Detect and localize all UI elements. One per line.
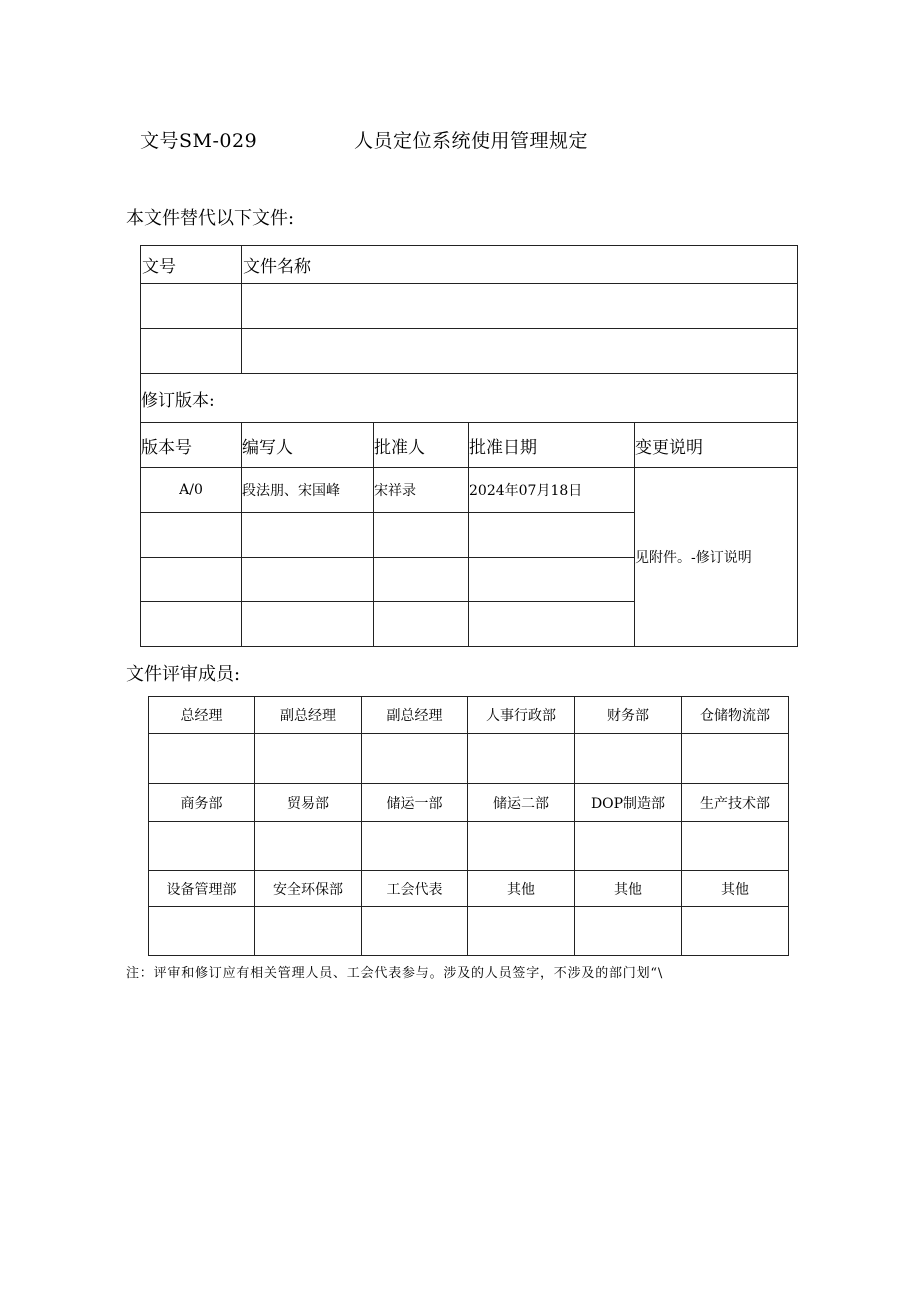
version-cell [141, 558, 242, 602]
review-dept-cell: 储运二部 [468, 784, 575, 822]
col-code-header: 文号 [141, 246, 242, 284]
signature-cell [149, 734, 255, 784]
revision-section-label: 修订版本: [141, 374, 798, 423]
author-cell [242, 558, 374, 602]
version-cell [141, 602, 242, 647]
signature-row [149, 822, 789, 871]
document-code: 文号SM-029 [140, 130, 258, 152]
review-dept-row [149, 871, 789, 907]
col-date-header: 批准日期 [469, 423, 635, 468]
review-dept-cell: 其他 [682, 871, 789, 907]
approver-cell [374, 513, 469, 558]
approver-cell [374, 558, 469, 602]
col-change-header: 变更说明 [635, 423, 798, 468]
review-dept-cell: 副总经理 [362, 697, 468, 734]
review-dept-cell: 设备管理部 [149, 871, 255, 907]
table-row [141, 284, 798, 329]
approver-cell [374, 602, 469, 647]
signature-cell [362, 734, 468, 784]
signature-cell [362, 907, 468, 956]
col-name-header: 文件名称 [242, 246, 798, 284]
replace-name-cell [242, 284, 798, 329]
signature-cell [575, 734, 682, 784]
signature-row [149, 907, 789, 956]
review-dept-row [149, 697, 789, 734]
replace-name-cell [242, 329, 798, 374]
review-section-label: 文件评审成员: [126, 664, 241, 685]
signature-cell [149, 907, 255, 956]
review-dept-cell: 其他 [575, 871, 682, 907]
approver-cell: 宋祥录 [374, 468, 469, 513]
date-cell [469, 513, 635, 558]
review-dept-cell: 工会代表 [362, 871, 468, 907]
document-control-table [140, 245, 798, 647]
review-dept-cell: 其他 [468, 871, 575, 907]
review-dept-cell: 总经理 [149, 697, 255, 734]
replace-code-cell [141, 284, 242, 329]
signature-cell [149, 822, 255, 871]
review-dept-cell: 财务部 [575, 697, 682, 734]
change-note-cell: 见附件。-修订说明 [635, 468, 798, 647]
document-title: 人员定位系统使用管理规定 [354, 130, 589, 152]
signature-cell [362, 822, 468, 871]
date-cell [469, 602, 635, 647]
footnote: 注：评审和修订应有相关管理人员、工会代表参与。涉及的人员签字，不涉及的部门划“\ [126, 966, 664, 981]
revision-header-row [141, 423, 798, 468]
signature-cell [255, 907, 362, 956]
review-members-table [148, 696, 789, 956]
revision-label-row [141, 374, 798, 423]
signature-cell [682, 734, 789, 784]
review-dept-cell: 仓储物流部 [682, 697, 789, 734]
date-cell: 2024年07月18日 [469, 468, 635, 513]
table-row [141, 468, 798, 513]
date-cell [469, 558, 635, 602]
review-dept-cell: 贸易部 [255, 784, 362, 822]
version-cell: A/0 [141, 468, 242, 513]
review-dept-cell: 储运一部 [362, 784, 468, 822]
replace-code-cell [141, 329, 242, 374]
version-cell [141, 513, 242, 558]
review-dept-cell: 商务部 [149, 784, 255, 822]
signature-cell [575, 907, 682, 956]
review-dept-cell: 副总经理 [255, 697, 362, 734]
signature-cell [255, 734, 362, 784]
review-dept-cell: 生产技术部 [682, 784, 789, 822]
signature-cell [682, 907, 789, 956]
signature-cell [468, 907, 575, 956]
review-dept-cell: 人事行政部 [468, 697, 575, 734]
signature-cell [682, 822, 789, 871]
col-version-header: 版本号 [141, 423, 242, 468]
replace-header-row [141, 246, 798, 284]
col-author-header: 编写人 [242, 423, 374, 468]
signature-cell [468, 734, 575, 784]
signature-cell [575, 822, 682, 871]
author-cell [242, 513, 374, 558]
review-dept-cell: DOP制造部 [575, 784, 682, 822]
review-dept-row [149, 784, 789, 822]
replace-section-label: 本文件替代以下文件: [126, 208, 295, 229]
signature-cell [255, 822, 362, 871]
author-cell [242, 602, 374, 647]
signature-row [149, 734, 789, 784]
author-cell: 段法朋、宋国峰 [242, 468, 374, 513]
col-approver-header: 批准人 [374, 423, 469, 468]
table-row [141, 329, 798, 374]
review-dept-cell: 安全环保部 [255, 871, 362, 907]
signature-cell [468, 822, 575, 871]
